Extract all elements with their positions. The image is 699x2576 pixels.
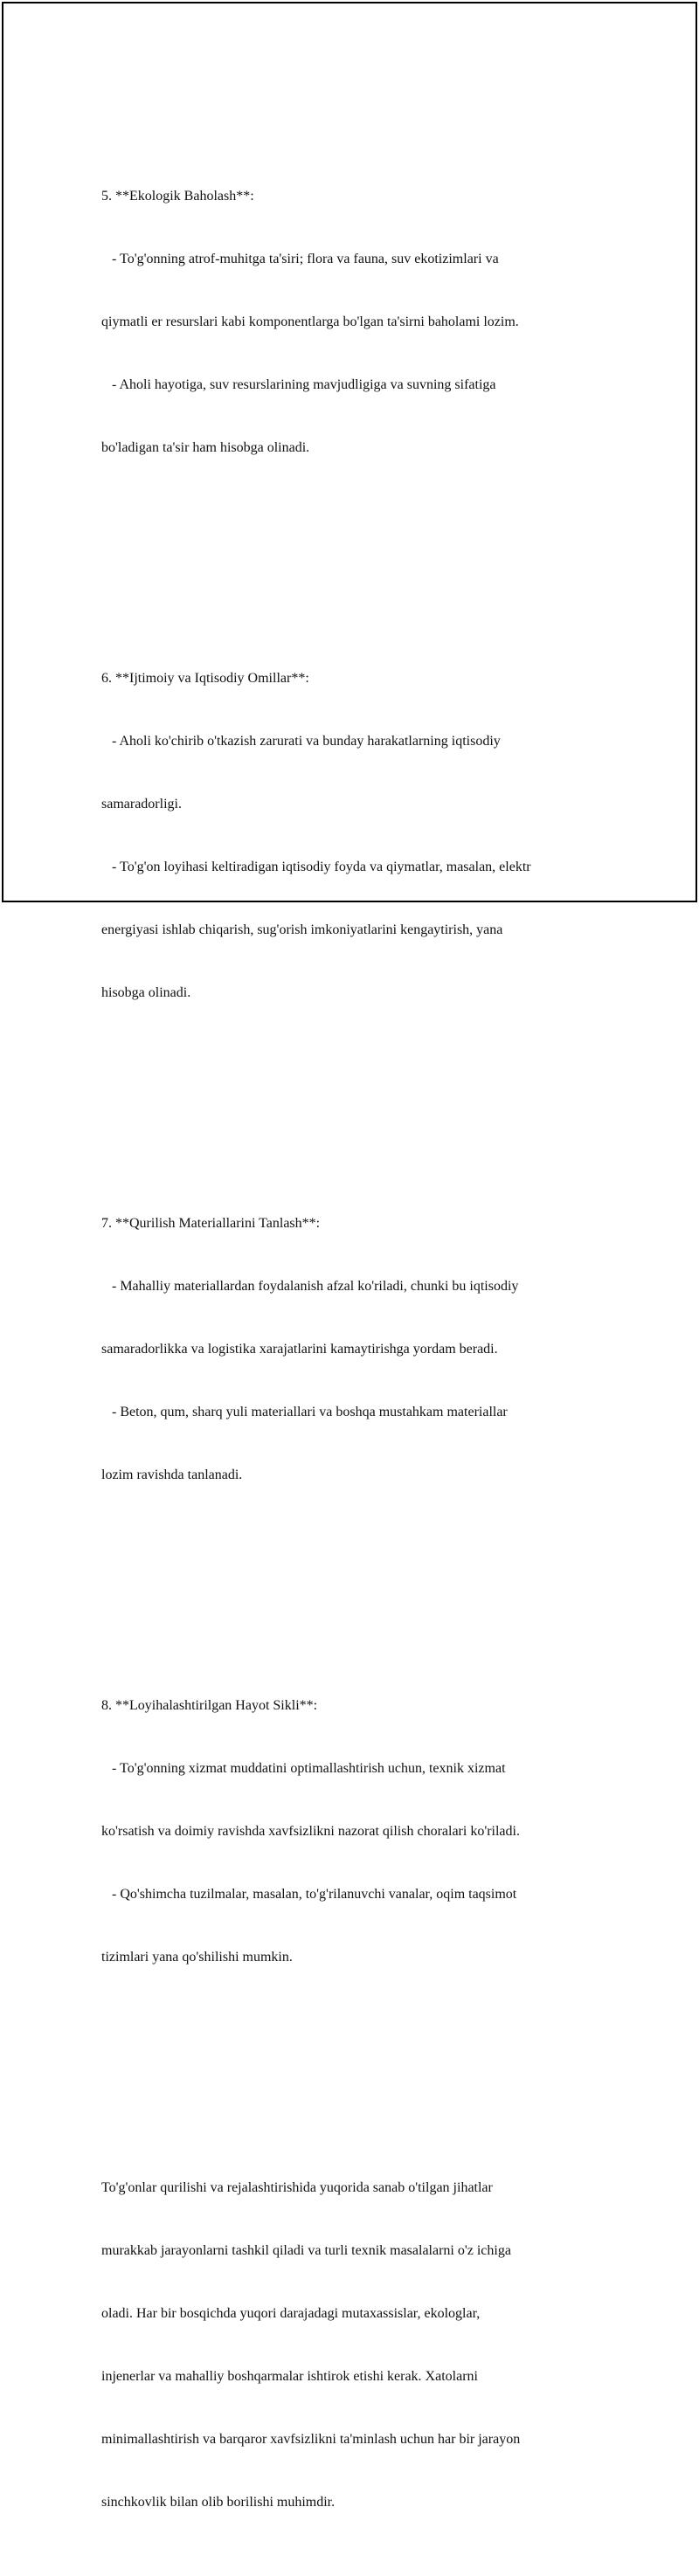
section-ekologik-baholash (101, 144, 608, 501)
text-line: - Qo'shimcha tuzilmalar, masalan, to'g'rilanuvchi vanalar, oqim taqsimot (101, 1887, 517, 1902)
text-line: injenerlar va mahalliy boshqarmalar ishtirok etishi kerak. Xatolarni (101, 2369, 478, 2384)
text-line: - To'g'onning xizmat muddatini optimallashtirish uchun, texnik xizmat (101, 1761, 506, 1776)
text-line: hisobga olinadi. (101, 985, 191, 1000)
text-line: sinchkovlik bilan olib borilishi muhimdir. (101, 2495, 336, 2510)
text-line: bo'ladigan ta'sir ham hisobga olinadi. (101, 440, 310, 455)
paragraph-spacer (101, 1570, 608, 1591)
section-ijtimoiy-iqtisodiy (101, 626, 608, 1046)
paragraph-spacer (101, 1088, 608, 1108)
text-line: murakkab jarayonlarni tashkil qiladi va turli texnik masalalarni o'z ichiga (101, 2243, 511, 2258)
text-line: - Beton, qum, sharq yuli materiallari va boshqa mustahkam materiallar (101, 1405, 508, 1419)
text-line: To'g'onlar qurilishi va rejalashtirishida yuqorida sanab o'tilgan jihatlar (101, 2180, 493, 2195)
text-line: lozim ravishda tanlanadi. (101, 1468, 243, 1482)
section-qurilish-materiallari (101, 1171, 608, 1528)
text-line: ko'rsatish va doimiy ravishda xavfsizlikni nazorat qilish choralari ko'riladi. (101, 1824, 520, 1839)
text-line: minimallashtirish va barqaror xavfsizlikni ta'minlash uchun har bir jarayon (101, 2432, 521, 2447)
section-heading: 8. **Loyihalashtirilgan Hayot Sikli**: (101, 1698, 318, 1713)
document-body (101, 102, 608, 2576)
text-line: - To'g'onning atrof-muhitga ta'siri; flora va fauna, suv ekotizimlari va (101, 252, 499, 266)
text-line: - Mahalliy materiallardan foydalanish afzal ko'riladi, chunki bu iqtisodiy (101, 1279, 519, 1294)
text-line: - Aholi ko'chirib o'tkazish zarurati va bunday harakatlarning iqtisodiy (101, 734, 501, 749)
text-line: samaradorligi. (101, 797, 182, 811)
text-line: oladi. Har bir bosqichda yuqori darajadagi mutaxassislar, ekologlar, (101, 2306, 481, 2321)
section-heading: 6. **Ijtimoiy va Iqtisodiy Omillar**: (101, 671, 309, 686)
section-heading: 7. **Qurilish Materiallarini Tanlash**: (101, 1216, 321, 1231)
text-line: samaradorlikka va logistika xarajatlarini kamaytirishga yordam beradi. (101, 1342, 498, 1357)
text-line: - To'g'on loyihasi keltiradigan iqtisodiy foyda va qiymatlar, masalan, elektr (101, 860, 531, 874)
text-line: energiyasi ishlab chiqarish, sug'orish imkoniyatlarini kengaytirish, yana (101, 922, 503, 937)
text-line: tizimlari yana qo'shilishi mumkin. (101, 1950, 293, 1965)
text-line: - Aholi hayotiga, suv resurslarining mavjudligiga va suvning sifatiga (101, 377, 496, 392)
text-line: qiymatli er resurslari kabi komponentlarga bo'lgan ta'sirni baholami lozim. (101, 314, 519, 329)
paragraph-spacer (101, 2052, 608, 2073)
section-hayot-sikli (101, 1654, 608, 2010)
conclusion-paragraph (101, 2136, 608, 2555)
paragraph-spacer (101, 542, 608, 563)
section-heading: 5. **Ekologik Baholash**: (101, 189, 254, 204)
